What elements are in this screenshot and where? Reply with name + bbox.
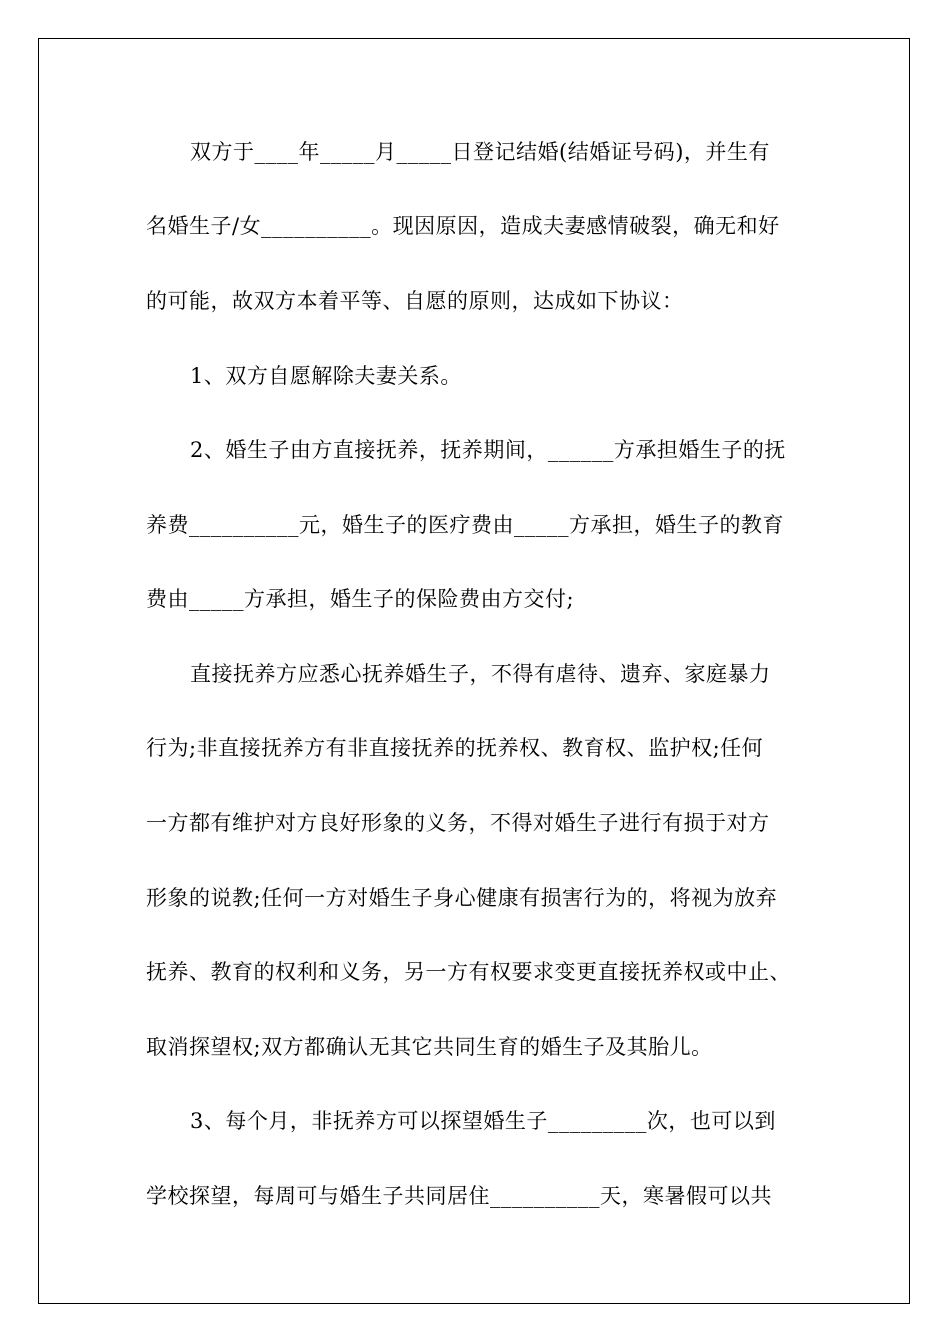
text-line: 学校探望，每周可与婚生子共同居住__________天，寒暑假可以共 xyxy=(146,1184,772,1208)
text-line: 的可能，故双方本着平等、自愿的原则，达成如下协议： xyxy=(146,289,684,313)
text-line: 直接抚养方应悉心抚养婚生子，不得有虐待、遗弃、家庭暴力 xyxy=(190,662,771,686)
text-line: 取消探望权;双方都确认无其它共同生育的婚生子及其胎儿。 xyxy=(146,1035,713,1059)
text-line: 养费__________元，婚生子的医疗费由_____方承担，婚生子的教育 xyxy=(146,513,784,537)
text-line: 抚养、教育的权利和义务，另一方有权要求变更直接抚养权或中止、 xyxy=(146,960,791,984)
text-line: 费由_____方承担，婚生子的保险费由方交付; xyxy=(146,587,575,611)
text-line: 1、双方自愿解除夫妻关系。 xyxy=(190,364,462,388)
text-line: 3、每个月，非抚养方可以探望婚生子_________次，也可以到 xyxy=(190,1109,776,1133)
text-line: 一方都有维护对方良好形象的义务，不得对婚生子进行有损于对方 xyxy=(146,811,770,835)
text-line: 2、婚生子由方直接抚养，抚养期间，______方承担婚生子的抚 xyxy=(190,438,786,462)
text-line: 名婚生子/女__________。现因原因，造成夫妻感情破裂，确无和好 xyxy=(146,214,780,238)
text-line: 行为;非直接抚养方有非直接抚养的抚养权、教育权、监护权;任何 xyxy=(146,736,764,760)
text-line: 形象的说教;任何一方对婚生子身心健康有损害行为的，将视为放弃 xyxy=(146,886,778,910)
text-line: 双方于____年_____月_____日登记结婚(结婚证号码)，并生有 xyxy=(190,140,770,164)
